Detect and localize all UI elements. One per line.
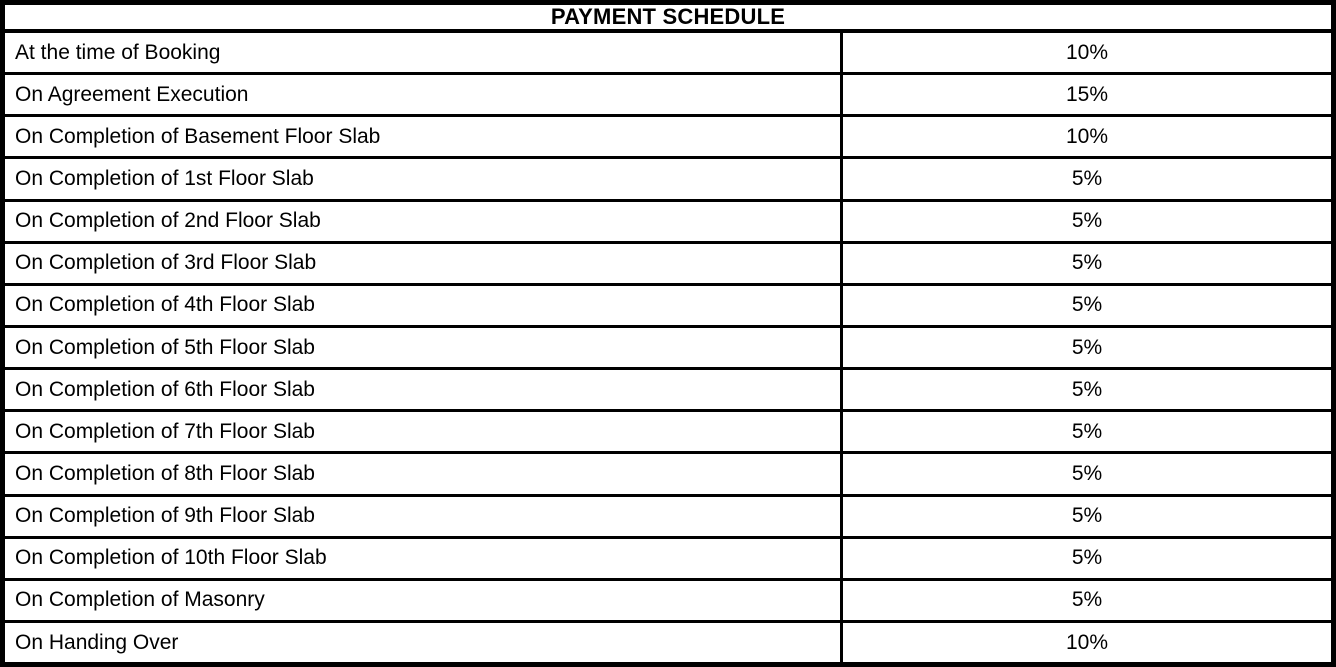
milestone-cell: On Completion of 10th Floor Slab: [5, 539, 843, 578]
milestone-cell: At the time of Booking: [5, 33, 843, 72]
percent-cell: 5%: [1071, 504, 1103, 528]
percent-cell: 5%: [1071, 377, 1103, 401]
table-row: [5, 114, 1331, 156]
milestone-cell: On Completion of Basement Floor Slab: [5, 117, 843, 156]
percent-cell: 5%: [1071, 166, 1103, 190]
milestone-cell: On Completion of 7th Floor Slab: [5, 412, 843, 451]
milestone-cell: On Completion of 5th Floor Slab: [5, 328, 843, 367]
percent-cell: 10%: [1065, 124, 1109, 148]
milestone-cell: On Completion of 2nd Floor Slab: [5, 202, 843, 241]
milestone-cell: On Completion of Masonry: [5, 581, 843, 620]
percent-cell: 5%: [1071, 588, 1103, 612]
table-row: [5, 494, 1331, 536]
percent-cell: 10%: [1065, 40, 1109, 64]
table-row: [5, 620, 1331, 662]
table-row: [5, 199, 1331, 241]
milestone-cell: On Completion of 9th Floor Slab: [5, 497, 843, 536]
percent-cell: 5%: [1071, 419, 1103, 443]
percent-cell: 5%: [1071, 293, 1103, 317]
milestone-cell: On Completion of 1st Floor Slab: [5, 159, 843, 198]
percent-cell: 5%: [1071, 546, 1103, 570]
table-title: PAYMENT SCHEDULE: [5, 5, 1331, 33]
percent-cell: 5%: [1071, 335, 1103, 359]
milestone-cell: On Completion of 4th Floor Slab: [5, 286, 843, 325]
table-row: [5, 72, 1331, 114]
table-row: [5, 283, 1331, 325]
table-row: [5, 156, 1331, 198]
percent-cell: 15%: [1065, 82, 1109, 106]
milestone-cell: On Agreement Execution: [5, 75, 843, 114]
table-row: [5, 578, 1331, 620]
table-row: [5, 451, 1331, 493]
table-row: [5, 325, 1331, 367]
percent-cell: 10%: [1065, 630, 1109, 654]
table-row: [5, 409, 1331, 451]
table-row: [5, 536, 1331, 578]
milestone-cell: On Completion of 3rd Floor Slab: [5, 244, 843, 283]
percent-cell: 5%: [1071, 209, 1103, 233]
table-row: [5, 241, 1331, 283]
percent-cell: 5%: [1071, 461, 1103, 485]
milestone-cell: On Completion of 6th Floor Slab: [5, 370, 843, 409]
table-row: [5, 367, 1331, 409]
table-row: [5, 33, 1331, 72]
percent-cell: 5%: [1071, 251, 1103, 275]
table-rows: [5, 33, 1331, 662]
milestone-cell: On Handing Over: [5, 623, 843, 662]
milestone-cell: On Completion of 8th Floor Slab: [5, 454, 843, 493]
